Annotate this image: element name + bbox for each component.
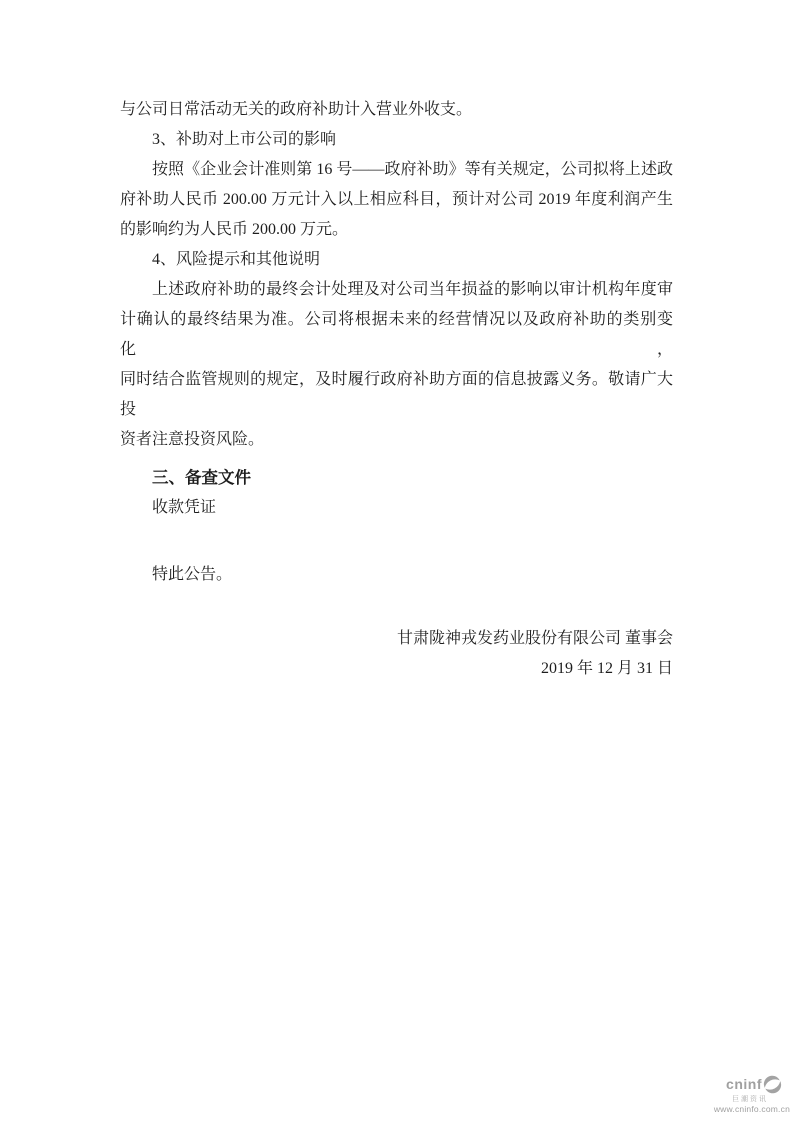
section-heading-documents: 三、备查文件: [152, 469, 251, 487]
cninfo-swirl-icon: [763, 1075, 782, 1094]
paragraph-risk-line-4: 资者注意投资风险。: [120, 431, 265, 448]
cninfo-brand-row: [714, 1075, 782, 1094]
paragraph-impact-line-3: 的影响约为人民币 200.00 万元。: [120, 221, 349, 238]
signature-company: 甘肃陇神戎发药业股份有限公司 董事会: [396, 630, 673, 647]
paragraph-impact-line-2: 府补助人民币 200.00 万元计入以上相应科目，预计对公司 2019 年度利润产生: [120, 191, 673, 208]
paragraph-risk-line-1: 上述政府补助的最终会计处理及对公司当年损益的影响以审计机构年度审: [152, 281, 673, 298]
subheading-impact: 3、补助对上市公司的影响: [152, 131, 337, 148]
cninfo-website-url: www.cninfo.com.cn: [713, 1103, 790, 1114]
paragraph-risk-line-2: 计确认的最终结果为准。公司将根据未来的经营情况以及政府补助的类别变化，: [120, 311, 673, 358]
signature-date: 2019 年 12 月 31 日: [540, 660, 673, 677]
document-body: [120, 95, 673, 684]
subheading-risk: 4、风险提示和其他说明: [152, 251, 321, 268]
blank-space: [120, 523, 673, 560]
paragraph-continuation-line: 与公司日常活动无关的政府补助计入营业外收支。: [120, 101, 473, 118]
paragraph-impact-line-1: 按照《企业会计准则第 16 号——政府补助》等有关规定，公司拟将上述政: [152, 161, 673, 178]
paragraph-risk-line-3: 同时结合监管规则的规定，及时履行政府补助方面的信息披露义务。敬请广大投: [120, 371, 673, 418]
blank-space: [120, 590, 673, 624]
cninfo-brand-text: cninf: [726, 1076, 762, 1092]
paragraph-closing: 特此公告。: [152, 566, 233, 583]
cninfo-watermark: [714, 1075, 790, 1114]
cninfo-chinese-name: 巨潮资讯: [732, 1095, 768, 1103]
paragraph-receipt: 收款凭证: [152, 499, 217, 516]
